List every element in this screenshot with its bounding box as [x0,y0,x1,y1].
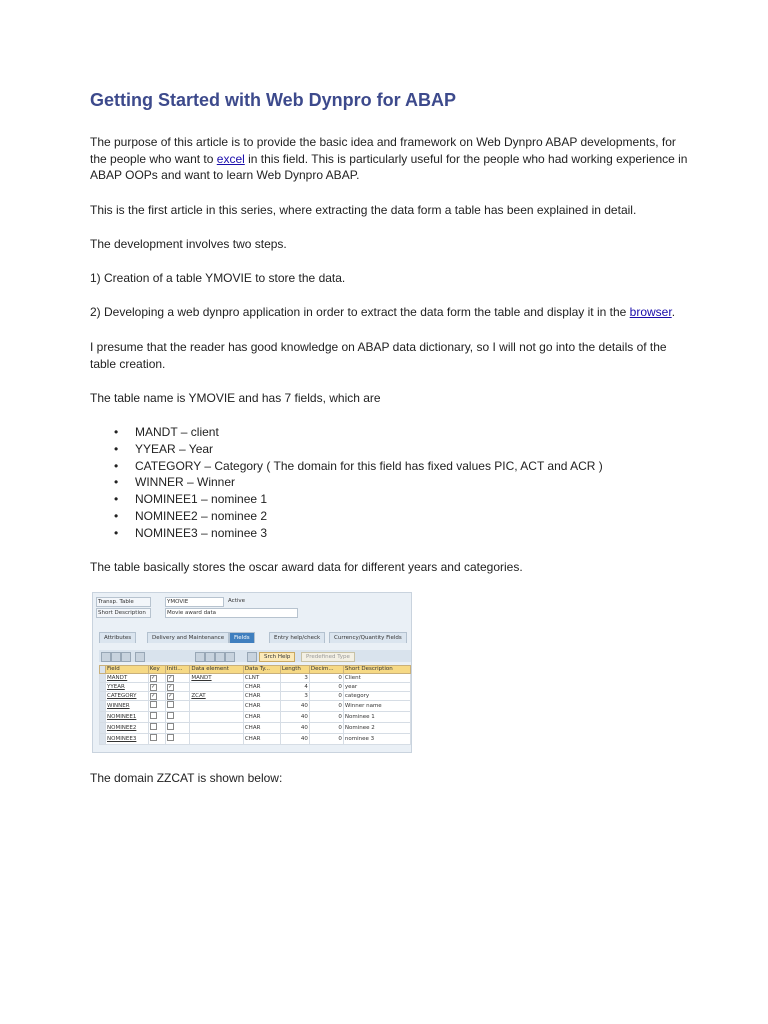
cell-desc: year [343,683,410,692]
table-row[interactable] [100,723,411,734]
intro-text-2: in this field. This is particularly useful for the people who had working experience in ABAP OOPs and want to learn Web Dynpro ABAP. [90,151,688,182]
initial-checkbox-cell [165,701,189,712]
short-description-label: Short Description [96,608,151,618]
column-header[interactable]: Length [280,666,309,674]
list-item-text: CATEGORY – Category ( The domain for this field has fixed values PIC, ACT and ACR ) [135,458,603,473]
table-row[interactable] [100,683,411,692]
development-paragraph: The development involves two steps. [90,237,287,251]
checkbox[interactable] [167,712,174,719]
cell-de [190,701,243,712]
hierarchy-icon [247,652,257,662]
cell-field: CATEGORY [106,692,149,701]
status-text: Active [228,598,246,604]
cell-dec: 0 [309,674,343,683]
paste-icon [121,652,131,662]
cell-desc: Winner name [343,701,410,712]
initial-checkbox-cell [165,692,189,701]
cell-dec: 0 [309,712,343,723]
tab-attributes[interactable]: Attributes [99,632,136,643]
transp-table-value: YMOVIE [165,597,224,607]
intro-text-1: The purpose of this article is to provide the basic idea and framework on Web Dynpro ABAP developments, for the people who want to [90,135,676,166]
key-checkbox-cell [148,674,165,683]
cell-dec: 0 [309,734,343,745]
list-item [90,458,603,475]
find-icon [195,652,205,662]
tab-delivery-and-maintenance[interactable]: Delivery and Maintenance [147,632,229,643]
cell-type: CHAR [243,701,280,712]
cell-de [190,723,243,734]
cell-dec: 0 [309,683,343,692]
initial-checkbox-cell [165,712,189,723]
list-item [90,474,603,491]
table-toolbar [99,650,411,662]
table-row[interactable] [100,712,411,723]
predefined-type-button[interactable]: Predefined Type [301,652,355,662]
cell-len: 40 [280,712,309,723]
first-article-paragraph: This is the first article in this series, where extracting the data form a table has been explained in detail. [90,203,637,217]
table-row[interactable] [100,701,411,712]
fields-list [90,424,603,542]
cut-icon [101,652,111,662]
tab-currency-quantity-fields[interactable]: Currency/Quantity Fields [329,632,407,643]
column-header[interactable]: Data Ty... [243,666,280,674]
insert-row-icon [135,652,145,662]
cell-len: 4 [280,683,309,692]
list-item [90,508,603,525]
step-2 [90,304,688,321]
bullet-icon: • [114,458,119,473]
checkbox[interactable] [150,701,157,708]
short-description-value: Movie award data [165,608,298,618]
cell-dec: 0 [309,701,343,712]
column-header[interactable]: Key [148,666,165,674]
checkbox[interactable]: ✓ [151,684,156,690]
key-checkbox-cell [148,701,165,712]
column-header[interactable]: Data element [190,666,243,674]
tab-entry-help-check[interactable]: Entry help/check [269,632,325,643]
checkbox[interactable]: ✓ [151,693,156,699]
checkbox[interactable] [167,723,174,730]
browser-link[interactable]: browser [629,305,672,319]
checkbox[interactable]: ✓ [151,675,156,681]
checkbox[interactable] [150,712,157,719]
bullet-icon: • [114,525,119,540]
step-2-end: . [671,305,676,319]
copy-icon [111,652,121,662]
excel-link[interactable]: excel [216,151,245,166]
bullet-icon: • [114,475,119,490]
cell-de: MANDT [190,674,243,683]
cell-de: ZCAT [190,692,243,701]
list-item-text: NOMINEE1 – nominee 1 [135,492,268,507]
key-checkbox-cell [148,712,165,723]
bullet-icon: • [114,441,119,456]
find-next-icon [205,652,215,662]
presume-paragraph: I presume that the reader has good knowledge on ABAP data dictionary, so I will not go into the details of the table creation. [90,340,667,371]
fields-table [99,665,411,745]
cell-de [190,683,243,692]
column-header[interactable]: Field [106,666,149,674]
cell-len: 40 [280,734,309,745]
cell-dec: 0 [309,723,343,734]
tab-fields[interactable]: Fields [229,632,255,643]
cell-len: 3 [280,692,309,701]
cell-type: CHAR [243,692,280,701]
cell-field: MANDT [106,674,149,683]
key-checkbox-cell [148,734,165,745]
table-row[interactable] [100,674,411,683]
checkbox[interactable]: ✓ [168,675,173,681]
table-intro-paragraph: The table name is YMOVIE and has 7 fields, which are [90,391,381,405]
cell-len: 3 [280,674,309,683]
initial-checkbox-cell [165,734,189,745]
initial-checkbox-cell [165,723,189,734]
tab-strip [99,632,411,642]
cell-type: CHAR [243,683,280,692]
print-icon [225,652,235,662]
cell-dec: 0 [309,692,343,701]
cell-field: NOMINEE3 [106,734,149,745]
table-row[interactable] [100,734,411,745]
initial-checkbox-cell [165,674,189,683]
key-checkbox-cell [148,723,165,734]
bullet-icon: • [114,508,119,523]
domain-paragraph: The domain ZZCAT is shown below: [90,771,283,785]
checkbox[interactable]: ✓ [168,693,173,699]
list-item [90,441,603,458]
step-2-text: 2) Developing a web dynpro application in order to extract the data form the table and display it in the [90,305,630,319]
cell-field: NOMINEE1 [106,712,149,723]
sap-dictionary-screenshot [92,592,412,753]
list-item-text: NOMINEE3 – nominee 3 [135,525,268,540]
step-1: 1) Creation of a table YMOVIE to store the data. [90,271,346,285]
srch-help-button[interactable]: Srch Help [259,652,295,662]
list-item-text: NOMINEE2 – nominee 2 [135,508,268,523]
key-checkbox-cell [148,692,165,701]
list-item-text: WINNER – Winner [135,475,236,490]
cell-desc: Nominee 1 [343,712,410,723]
list-item-text: MANDT – client [135,425,219,439]
bullet-icon: • [114,492,119,507]
article-title: Getting Started with Web Dynpro for ABAP [90,90,457,110]
transp-table-label: Transp. Table [96,597,151,607]
cell-de [190,712,243,723]
cell-type: CHAR [243,723,280,734]
bullet-icon: • [114,425,119,439]
cell-len: 40 [280,723,309,734]
flag-icon [215,652,225,662]
column-header[interactable]: Decim... [309,666,343,674]
cell-type: CHAR [243,712,280,723]
cell-desc: category [343,692,410,701]
list-item [90,424,603,441]
checkbox[interactable] [150,734,157,741]
intro-paragraph [90,134,688,184]
cell-de [190,734,243,745]
list-item [90,525,603,542]
cell-desc: Nominee 2 [343,723,410,734]
checkbox[interactable]: ✓ [168,684,173,690]
list-item-text: YYEAR – Year [135,441,214,456]
initial-checkbox-cell [165,683,189,692]
cell-desc: nominee 3 [343,734,410,745]
cell-desc: Client [343,674,410,683]
key-checkbox-cell [148,683,165,692]
checkbox[interactable] [150,723,157,730]
cell-field: NOMINEE2 [106,723,149,734]
cell-len: 40 [280,701,309,712]
list-item [90,491,603,508]
stores-paragraph: The table basically stores the oscar award data for different years and categories. [90,560,523,574]
cell-type: CHAR [243,734,280,745]
cell-field: YYEAR [106,683,149,692]
checkbox[interactable] [167,701,174,708]
cell-type: CLNT [243,674,280,683]
column-header[interactable]: Initi... [165,666,189,674]
cell-field: WINNER [106,701,149,712]
checkbox[interactable] [167,734,174,741]
column-header[interactable]: Short Description [343,666,410,674]
table-row[interactable] [100,692,411,701]
